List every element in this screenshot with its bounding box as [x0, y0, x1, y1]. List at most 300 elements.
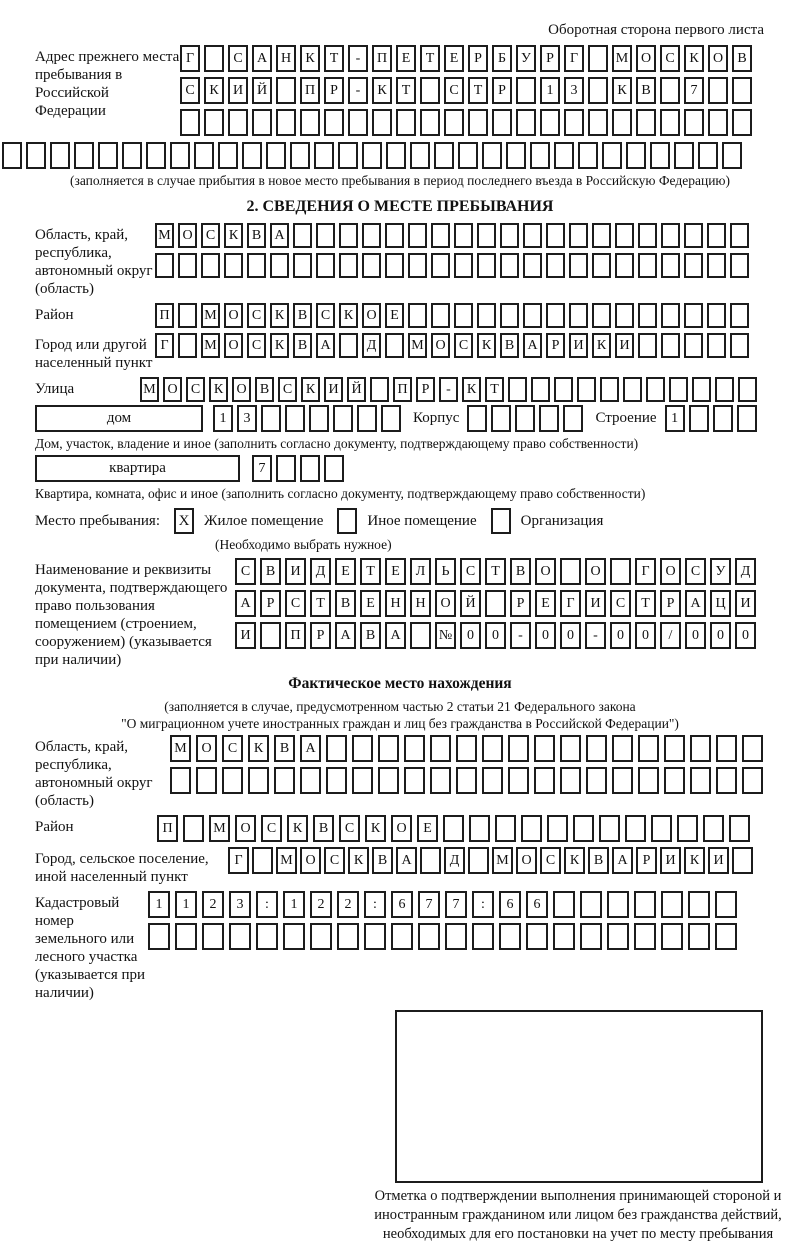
char-box[interactable] — [636, 109, 656, 136]
char-box[interactable]: О — [516, 847, 537, 874]
char-box[interactable] — [625, 815, 646, 842]
char-box[interactable]: О — [535, 558, 556, 585]
char-box[interactable]: 0 — [460, 622, 481, 649]
char-box[interactable] — [573, 815, 594, 842]
char-box[interactable] — [431, 303, 450, 328]
char-box[interactable]: Г — [155, 333, 174, 358]
char-box[interactable]: И — [735, 590, 756, 617]
char-box[interactable]: / — [660, 622, 681, 649]
char-box[interactable] — [684, 303, 703, 328]
char-box[interactable]: О — [300, 847, 321, 874]
char-box[interactable] — [521, 815, 542, 842]
char-box[interactable] — [468, 847, 489, 874]
char-box[interactable] — [612, 767, 633, 794]
char-box[interactable]: Р — [324, 77, 344, 104]
char-box[interactable]: Т — [324, 45, 344, 72]
char-box[interactable] — [508, 735, 529, 762]
char-box[interactable]: 0 — [685, 622, 706, 649]
char-box[interactable] — [300, 455, 320, 482]
char-box[interactable] — [523, 223, 542, 248]
char-box[interactable]: 1 — [540, 77, 560, 104]
char-box[interactable] — [482, 142, 502, 169]
char-box[interactable] — [431, 223, 450, 248]
char-box[interactable]: О — [224, 333, 243, 358]
char-box[interactable] — [600, 377, 619, 402]
char-box[interactable] — [430, 767, 451, 794]
char-box[interactable] — [404, 735, 425, 762]
char-box[interactable] — [563, 405, 583, 432]
char-box[interactable] — [472, 923, 494, 950]
char-box[interactable] — [708, 77, 728, 104]
char-box[interactable] — [732, 109, 752, 136]
char-box[interactable]: О — [224, 303, 243, 328]
char-box[interactable]: Г — [635, 558, 656, 585]
char-box[interactable] — [477, 223, 496, 248]
stay-checkbox-zhiloe[interactable]: X — [174, 508, 194, 534]
char-box[interactable] — [491, 405, 511, 432]
char-box[interactable] — [202, 923, 224, 950]
char-box[interactable] — [418, 923, 440, 950]
char-box[interactable]: С — [228, 45, 248, 72]
char-box[interactable] — [638, 767, 659, 794]
char-box[interactable]: К — [477, 333, 496, 358]
char-box[interactable] — [339, 253, 358, 278]
char-box[interactable]: М — [276, 847, 297, 874]
char-box[interactable]: Т — [485, 558, 506, 585]
char-box[interactable] — [546, 253, 565, 278]
char-box[interactable] — [362, 142, 382, 169]
char-box[interactable] — [553, 891, 575, 918]
char-box[interactable]: В — [510, 558, 531, 585]
char-box[interactable] — [445, 923, 467, 950]
char-box[interactable] — [300, 109, 320, 136]
char-box[interactable]: : — [256, 891, 278, 918]
char-box[interactable] — [224, 253, 243, 278]
char-box[interactable] — [651, 815, 672, 842]
char-box[interactable] — [276, 455, 296, 482]
char-box[interactable] — [707, 223, 726, 248]
char-box[interactable]: Р — [510, 590, 531, 617]
char-box[interactable] — [506, 142, 526, 169]
char-box[interactable] — [420, 77, 440, 104]
char-box[interactable]: А — [300, 735, 321, 762]
char-box[interactable]: Т — [468, 77, 488, 104]
char-box[interactable]: К — [684, 847, 705, 874]
char-box[interactable]: 1 — [665, 405, 685, 432]
char-box[interactable]: Ц — [710, 590, 731, 617]
char-box[interactable] — [526, 923, 548, 950]
char-box[interactable] — [204, 45, 224, 72]
char-box[interactable] — [661, 303, 680, 328]
char-box[interactable]: С — [339, 815, 360, 842]
char-box[interactable]: А — [396, 847, 417, 874]
char-box[interactable] — [201, 253, 220, 278]
char-box[interactable] — [242, 142, 262, 169]
char-box[interactable]: О — [660, 558, 681, 585]
char-box[interactable]: П — [285, 622, 306, 649]
char-box[interactable]: 6 — [391, 891, 413, 918]
char-box[interactable]: С — [454, 333, 473, 358]
char-box[interactable]: И — [324, 377, 343, 402]
char-box[interactable] — [468, 109, 488, 136]
char-box[interactable] — [516, 109, 536, 136]
char-box[interactable]: А — [385, 622, 406, 649]
char-box[interactable] — [612, 735, 633, 762]
char-box[interactable] — [534, 767, 555, 794]
char-box[interactable] — [228, 109, 248, 136]
char-box[interactable]: : — [472, 891, 494, 918]
char-box[interactable] — [684, 253, 703, 278]
char-box[interactable] — [730, 303, 749, 328]
char-box[interactable]: К — [270, 303, 289, 328]
char-box[interactable] — [530, 142, 550, 169]
char-box[interactable]: Р — [636, 847, 657, 874]
char-box[interactable] — [256, 923, 278, 950]
char-box[interactable]: С — [186, 377, 205, 402]
char-box[interactable] — [523, 253, 542, 278]
char-box[interactable] — [560, 767, 581, 794]
char-box[interactable] — [661, 333, 680, 358]
char-box[interactable] — [458, 142, 478, 169]
char-box[interactable] — [560, 735, 581, 762]
char-box[interactable]: А — [270, 223, 289, 248]
char-box[interactable]: К — [287, 815, 308, 842]
char-box[interactable] — [444, 109, 464, 136]
char-box[interactable] — [684, 109, 704, 136]
char-box[interactable] — [482, 735, 503, 762]
char-box[interactable] — [309, 405, 329, 432]
char-box[interactable] — [737, 405, 757, 432]
char-box[interactable] — [660, 77, 680, 104]
char-box[interactable]: Н — [410, 590, 431, 617]
char-box[interactable] — [381, 405, 401, 432]
char-box[interactable]: П — [372, 45, 392, 72]
char-box[interactable] — [326, 735, 347, 762]
char-box[interactable] — [661, 223, 680, 248]
char-box[interactable]: А — [685, 590, 706, 617]
char-box[interactable]: И — [228, 77, 248, 104]
char-box[interactable]: Д — [735, 558, 756, 585]
char-box[interactable] — [722, 142, 742, 169]
char-box[interactable] — [586, 735, 607, 762]
char-box[interactable]: К — [684, 45, 704, 72]
char-box[interactable] — [222, 767, 243, 794]
char-box[interactable]: О — [362, 303, 381, 328]
char-box[interactable] — [155, 253, 174, 278]
char-box[interactable]: М — [201, 333, 220, 358]
char-box[interactable] — [634, 891, 656, 918]
char-box[interactable] — [456, 767, 477, 794]
char-box[interactable] — [385, 223, 404, 248]
char-box[interactable] — [385, 253, 404, 278]
char-box[interactable] — [454, 223, 473, 248]
char-box[interactable] — [534, 735, 555, 762]
char-box[interactable] — [482, 767, 503, 794]
char-box[interactable]: - — [585, 622, 606, 649]
char-box[interactable]: Г — [228, 847, 249, 874]
char-box[interactable]: О — [636, 45, 656, 72]
char-box[interactable] — [348, 109, 368, 136]
char-box[interactable]: 7 — [252, 455, 272, 482]
char-box[interactable] — [178, 253, 197, 278]
char-box[interactable]: В — [335, 590, 356, 617]
char-box[interactable]: И — [660, 847, 681, 874]
char-box[interactable] — [492, 109, 512, 136]
char-box[interactable]: 0 — [535, 622, 556, 649]
char-box[interactable]: А — [523, 333, 542, 358]
char-box[interactable] — [646, 377, 665, 402]
char-box[interactable] — [196, 767, 217, 794]
char-box[interactable]: Н — [276, 45, 296, 72]
char-box[interactable]: А — [235, 590, 256, 617]
char-box[interactable] — [454, 253, 473, 278]
char-box[interactable] — [698, 142, 718, 169]
char-box[interactable] — [357, 405, 377, 432]
char-box[interactable] — [508, 377, 527, 402]
char-box[interactable] — [229, 923, 251, 950]
char-box[interactable] — [669, 377, 688, 402]
char-box[interactable] — [337, 923, 359, 950]
char-box[interactable]: У — [710, 558, 731, 585]
char-box[interactable]: О — [708, 45, 728, 72]
char-box[interactable]: М — [492, 847, 513, 874]
char-box[interactable] — [339, 223, 358, 248]
char-box[interactable] — [248, 767, 269, 794]
char-box[interactable] — [260, 622, 281, 649]
char-box[interactable] — [610, 558, 631, 585]
char-box[interactable] — [391, 923, 413, 950]
char-box[interactable] — [378, 767, 399, 794]
char-box[interactable] — [74, 142, 94, 169]
char-box[interactable] — [707, 333, 726, 358]
char-box[interactable]: П — [157, 815, 178, 842]
char-box[interactable] — [688, 891, 710, 918]
char-box[interactable]: А — [316, 333, 335, 358]
char-box[interactable]: П — [393, 377, 412, 402]
char-box[interactable] — [364, 923, 386, 950]
char-box[interactable] — [178, 333, 197, 358]
char-box[interactable] — [324, 455, 344, 482]
char-box[interactable]: : — [364, 891, 386, 918]
char-box[interactable] — [247, 253, 266, 278]
char-box[interactable] — [588, 45, 608, 72]
char-box[interactable]: Н — [385, 590, 406, 617]
char-box[interactable] — [430, 735, 451, 762]
char-box[interactable] — [396, 109, 416, 136]
char-box[interactable] — [314, 142, 334, 169]
char-box[interactable] — [569, 253, 588, 278]
char-box[interactable]: В — [293, 303, 312, 328]
char-box[interactable] — [661, 253, 680, 278]
char-box[interactable]: 3 — [564, 77, 584, 104]
char-box[interactable]: Т — [635, 590, 656, 617]
char-box[interactable]: Д — [362, 333, 381, 358]
char-box[interactable]: Й — [347, 377, 366, 402]
char-box[interactable] — [588, 77, 608, 104]
char-box[interactable]: - — [439, 377, 458, 402]
char-box[interactable]: № — [435, 622, 456, 649]
char-box[interactable]: Р — [546, 333, 565, 358]
char-box[interactable] — [122, 142, 142, 169]
char-box[interactable] — [615, 223, 634, 248]
char-box[interactable]: С — [180, 77, 200, 104]
char-box[interactable]: Р — [310, 622, 331, 649]
char-box[interactable] — [738, 377, 757, 402]
char-box[interactable]: В — [732, 45, 752, 72]
char-box[interactable]: Р — [492, 77, 512, 104]
char-box[interactable]: С — [316, 303, 335, 328]
char-box[interactable] — [588, 109, 608, 136]
char-box[interactable]: Е — [385, 303, 404, 328]
char-box[interactable] — [266, 142, 286, 169]
char-box[interactable] — [352, 735, 373, 762]
char-box[interactable]: Г — [560, 590, 581, 617]
char-box[interactable]: С — [610, 590, 631, 617]
char-box[interactable]: - — [510, 622, 531, 649]
char-box[interactable] — [623, 377, 642, 402]
char-box[interactable]: 0 — [560, 622, 581, 649]
char-box[interactable] — [592, 223, 611, 248]
char-box[interactable] — [324, 109, 344, 136]
char-box[interactable] — [252, 109, 272, 136]
char-box[interactable] — [499, 923, 521, 950]
char-box[interactable] — [180, 109, 200, 136]
char-box[interactable] — [252, 847, 273, 874]
char-box[interactable] — [385, 333, 404, 358]
char-box[interactable] — [732, 77, 752, 104]
char-box[interactable]: В — [500, 333, 519, 358]
char-box[interactable]: Т — [360, 558, 381, 585]
char-box[interactable] — [310, 923, 332, 950]
char-box[interactable]: 1 — [283, 891, 305, 918]
char-box[interactable] — [569, 223, 588, 248]
char-box[interactable] — [410, 622, 431, 649]
char-box[interactable]: В — [293, 333, 312, 358]
char-box[interactable]: Е — [385, 558, 406, 585]
char-box[interactable] — [183, 815, 204, 842]
char-box[interactable] — [650, 142, 670, 169]
char-box[interactable] — [690, 735, 711, 762]
char-box[interactable]: Е — [335, 558, 356, 585]
char-box[interactable]: 6 — [499, 891, 521, 918]
char-box[interactable] — [408, 253, 427, 278]
char-box[interactable] — [569, 303, 588, 328]
char-box[interactable] — [602, 142, 622, 169]
char-box[interactable] — [516, 77, 536, 104]
char-box[interactable] — [339, 333, 358, 358]
char-box[interactable]: К — [270, 333, 289, 358]
char-box[interactable] — [285, 405, 305, 432]
char-box[interactable] — [467, 405, 487, 432]
char-box[interactable] — [664, 767, 685, 794]
char-box[interactable]: К — [564, 847, 585, 874]
char-box[interactable]: И — [708, 847, 729, 874]
char-box[interactable] — [626, 142, 646, 169]
char-box[interactable]: 2 — [337, 891, 359, 918]
char-box[interactable] — [456, 735, 477, 762]
char-box[interactable]: О — [196, 735, 217, 762]
char-box[interactable] — [50, 142, 70, 169]
char-box[interactable] — [170, 767, 191, 794]
char-box[interactable] — [495, 815, 516, 842]
char-box[interactable]: У — [516, 45, 536, 72]
char-box[interactable] — [674, 142, 694, 169]
char-box[interactable] — [715, 377, 734, 402]
char-box[interactable]: С — [247, 303, 266, 328]
char-box[interactable] — [708, 109, 728, 136]
char-box[interactable]: А — [335, 622, 356, 649]
char-box[interactable] — [362, 223, 381, 248]
stay-checkbox-org[interactable] — [491, 508, 511, 534]
char-box[interactable] — [713, 405, 733, 432]
char-box[interactable] — [372, 109, 392, 136]
char-box[interactable]: И — [585, 590, 606, 617]
char-box[interactable] — [661, 891, 683, 918]
char-box[interactable] — [684, 223, 703, 248]
char-box[interactable]: П — [300, 77, 320, 104]
char-box[interactable]: Т — [396, 77, 416, 104]
char-box[interactable]: С — [201, 223, 220, 248]
char-box[interactable] — [274, 767, 295, 794]
char-box[interactable]: К — [248, 735, 269, 762]
char-box[interactable] — [638, 223, 657, 248]
char-box[interactable] — [689, 405, 709, 432]
char-box[interactable] — [634, 923, 656, 950]
char-box[interactable]: Р — [540, 45, 560, 72]
char-box[interactable] — [703, 815, 724, 842]
char-box[interactable] — [293, 253, 312, 278]
char-box[interactable] — [443, 815, 464, 842]
char-box[interactable] — [261, 405, 281, 432]
char-box[interactable]: И — [285, 558, 306, 585]
char-box[interactable]: В — [255, 377, 274, 402]
char-box[interactable] — [386, 142, 406, 169]
char-box[interactable]: - — [348, 77, 368, 104]
char-box[interactable]: С — [247, 333, 266, 358]
char-box[interactable]: К — [224, 223, 243, 248]
char-box[interactable]: И — [615, 333, 634, 358]
char-box[interactable]: 2 — [310, 891, 332, 918]
char-box[interactable] — [175, 923, 197, 950]
char-box[interactable] — [539, 405, 559, 432]
char-box[interactable]: Р — [416, 377, 435, 402]
char-box[interactable] — [707, 303, 726, 328]
char-box[interactable] — [564, 109, 584, 136]
char-box[interactable]: К — [209, 377, 228, 402]
char-box[interactable] — [170, 142, 190, 169]
char-box[interactable] — [715, 923, 737, 950]
char-box[interactable] — [553, 923, 575, 950]
char-box[interactable] — [300, 767, 321, 794]
char-box[interactable]: М — [170, 735, 191, 762]
char-box[interactable]: И — [569, 333, 588, 358]
char-box[interactable] — [326, 767, 347, 794]
char-box[interactable]: В — [588, 847, 609, 874]
char-box[interactable] — [661, 923, 683, 950]
char-box[interactable] — [178, 303, 197, 328]
char-box[interactable] — [515, 405, 535, 432]
char-box[interactable]: 1 — [148, 891, 170, 918]
char-box[interactable]: С — [278, 377, 297, 402]
char-box[interactable]: Р — [468, 45, 488, 72]
char-box[interactable] — [454, 303, 473, 328]
char-box[interactable] — [607, 891, 629, 918]
char-box[interactable]: - — [348, 45, 368, 72]
char-box[interactable]: 0 — [710, 622, 731, 649]
char-box[interactable] — [688, 923, 710, 950]
char-box[interactable] — [469, 815, 490, 842]
char-box[interactable] — [420, 109, 440, 136]
